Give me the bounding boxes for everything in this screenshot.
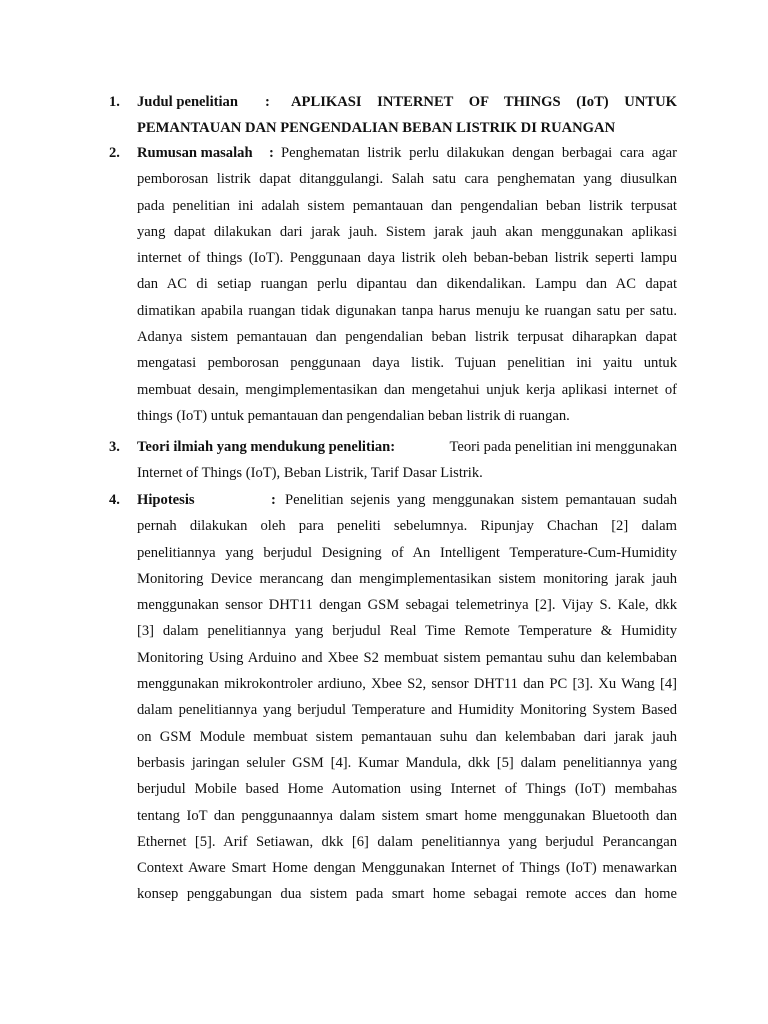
term-colon: : — [265, 94, 270, 110]
list-number: 3. — [109, 439, 120, 455]
term-colon: : — [271, 492, 276, 508]
term-rumusan-masalah: Rumusan masalah — [137, 145, 253, 161]
list-item-rumusan-masalah — [109, 140, 677, 429]
list-item-judul-penelitian — [109, 89, 677, 141]
paragraph-line: menggunakan mikrokontroler ardiuno, Xbee S2, sensor DHT11 dan PC [3]. Xu Wang [4] — [137, 676, 677, 693]
teori-first-line — [137, 434, 677, 460]
paragraph-line: mengatasi pemborosan penggunaan daya listik. Tujuan penelitian ini yaitu untuk — [137, 355, 677, 372]
paragraph-line: Context Aware Smart Home dengan Menggunakan Internet of Things (IoT) menawarkan — [137, 860, 677, 877]
list-number: 1. — [109, 94, 120, 110]
paragraph-line: menggunakan sensor DHT11 dengan GSM sebagai telemetrinya [2]. Vijay S. Kale, dkk — [137, 597, 677, 614]
paragraph-line: on GSM Module membuat sistem pemantauan suhu dan kelembaban dari jarak jauh — [137, 728, 677, 745]
paragraph-line: dan AC di setiap ruangan perlu dipantau dan dikendalikan. Lampu dan AC dapat — [137, 276, 677, 293]
paragraph-line: things (IoT) untuk pemantauan dan pengendalian beban listrik di ruangan. — [137, 407, 570, 424]
paragraph-line: pernah dilakukan oleh para peneliti sebelumnya. Ripunjay Chachan [2] dalam — [137, 518, 677, 535]
paragraph-line: Penelitian sejenis yang menggunakan sistem pemantauan sudah — [285, 492, 677, 508]
paragraph-line: dalam penelitiannya yang berjudul Temperature and Humidity Monitoring System Based — [137, 702, 677, 719]
paragraph-line: Monitoring Device merancang dan mengimplementasikan sistem monitoring jarak jauh — [137, 570, 677, 587]
paragraph-line: membuat desain, mengimplementasikan dan mengetahui unjuk kerja aplikasi internet of — [137, 381, 677, 398]
paragraph-line: pada penelitian ini adalah sistem pemantauan dan pengendalian beban listrik terpusat — [137, 197, 677, 214]
paragraph-line: tentang IoT dan penggunaannya dalam sistem smart home menggunakan Bluetooth dan — [137, 807, 677, 824]
judul-title-line-1: APLIKASI INTERNET OF THINGS (IoT) UNTUK — [291, 94, 677, 110]
paragraph-line: penelitiannya yang berjudul Designing of An Intelligent Temperature-Cum-Humidity — [137, 544, 677, 561]
paragraph-line: internet of things (IoT). Penggunaan daya listrik oleh beban-beban listrik seperti lampu — [137, 250, 677, 267]
hipotesis-first-line — [137, 487, 677, 513]
term-judul-penelitian: Judul penelitian — [137, 94, 238, 110]
paragraph-line: Internet of Things (IoT), Beban Listrik, Tarif Dasar Listrik. — [137, 465, 483, 482]
paragraph-line: Teori pada penelitian ini menggunakan — [449, 439, 677, 455]
paragraph-line: berbasis jaringan seluler GSM [4]. Kumar Mandula, dkk [5] dalam penelitiannya yang — [137, 754, 677, 771]
list-number: 4. — [109, 492, 120, 508]
paragraph-line: dimatikan apabila ruangan tidak digunakan tanpa harus menuju ke ruangan satu per satu. — [137, 302, 677, 319]
term-colon: : — [269, 145, 274, 161]
paragraph-line: yang dapat dilakukan dari jarak jauh. Sistem jarak jauh akan menggunakan aplikasi — [137, 223, 677, 240]
paragraph-line: Adanya sistem pemantauan dan pengendalian beban listrik terpusat diharapkan dapat — [137, 329, 677, 346]
paragraph-line: Penghematan listrik perlu dilakukan dengan berbagai cara agar — [281, 145, 677, 161]
paragraph-line: Monitoring Using Arduino and Xbee S2 membuat sistem pemantau suhu dan kelembaban — [137, 649, 677, 666]
rumusan-first-line — [137, 140, 677, 166]
list-number: 2. — [109, 145, 120, 161]
term-teori-ilmiah: Teori ilmiah yang mendukung penelitian: — [137, 439, 396, 455]
judul-first-line — [137, 89, 677, 115]
judul-title-line-2: PEMANTAUAN DAN PENGENDALIAN BEBAN LISTRIK DI RUANGAN — [137, 120, 616, 136]
paragraph-line: [3] dalam penelitiannya yang berjudul Real Time Remote Temperature & Humidity — [137, 623, 677, 640]
paragraph-line: Ethernet [5]. Arif Setiawan, dkk [6] dalam penelitiannya yang berjudul Perancangan — [137, 833, 677, 850]
paragraph-line: berjudul Mobile based Home Automation using Internet of Things (IoT) membahas — [137, 781, 677, 798]
term-hipotesis: Hipotesis — [137, 492, 195, 508]
paragraph-line: pemborosan listrik dapat ditanggulangi. Salah satu cara penghematan yang diusulkan — [137, 171, 677, 188]
list-item-teori-ilmiah — [109, 434, 677, 487]
paragraph-line: konsep penggabungan dua sistem pada smart home sebagai remote acces dan home — [137, 886, 677, 903]
list-item-hipotesis — [109, 487, 677, 908]
